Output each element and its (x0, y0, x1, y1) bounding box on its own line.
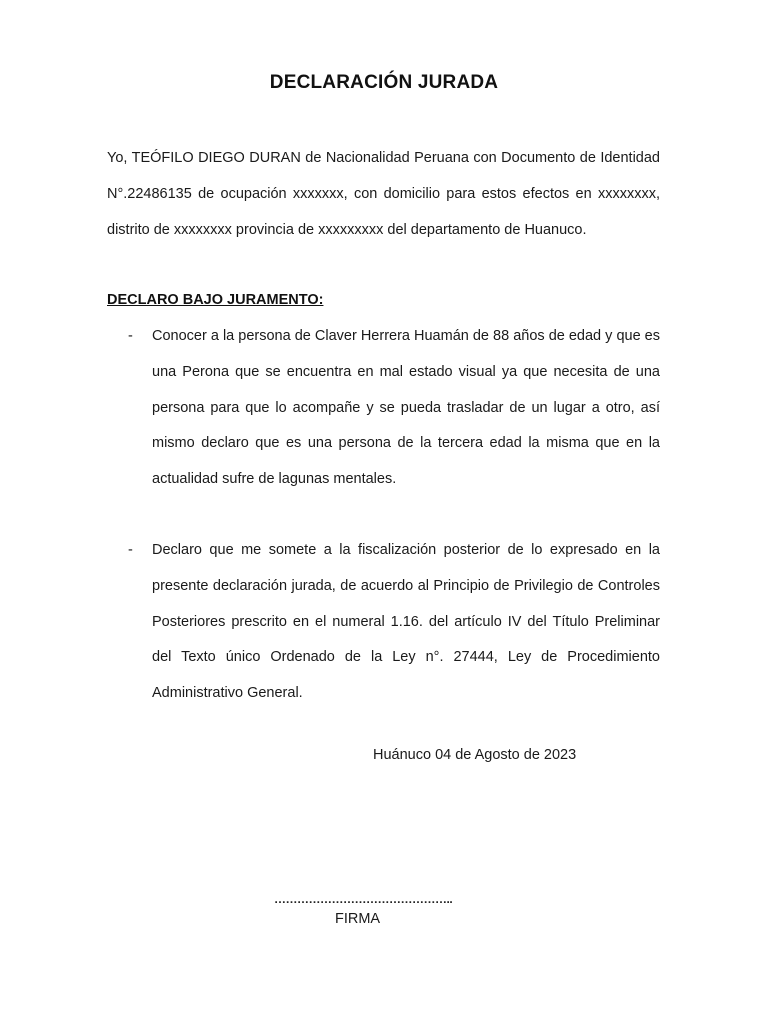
document-title: DECLARACIÓN JURADA (269, 72, 499, 93)
bullet-dash: - (128, 328, 133, 344)
declaration-item-text: Conocer a la persona de Claver Herrera Huamán de 88 años de edad y que es una Perona que se encuentra en mal estado visual ya que necesita de una persona para que lo acompañe y se pueda trasladar de un lugar a otro, así mismo declaro que es una persona de la tercera edad la misma que en la actualidad sufre de lagunas mentales. (152, 328, 660, 488)
section-heading: DECLARO BAJO JURAMENTO: (107, 292, 324, 308)
declaration-item (107, 319, 660, 498)
signature-dotted-line: ……………………………………….. (274, 892, 453, 906)
intro-paragraph: Yo, TEÓFILO DIEGO DURAN de Nacionalidad Peruana con Documento de Identidad N°.22486135 de ocupación xxxxxxx, con domicilio para estos efectos en xxxxxxxx, distrito de xxxxxxxx provincia de xxxxxxxxx del departamento de Huanuco. (107, 150, 660, 238)
signature-label: FIRMA (335, 911, 381, 927)
date-place-line: Huánuco 04 de Agosto de 2023 (373, 747, 577, 763)
bullet-dash: - (128, 542, 133, 558)
declaration-item-text: Declaro que me somete a la fiscalización posterior de lo expresado en la presente declaración jurada, de acuerdo al Principio de Privilegio de Controles Posteriores prescrito en el numeral 1.16. del artículo IV del Título Preliminar del Texto único Ordenado de la Ley n°. 27444, Ley de Procedimiento Administrativo General. (152, 542, 660, 702)
declaration-item (107, 533, 660, 712)
